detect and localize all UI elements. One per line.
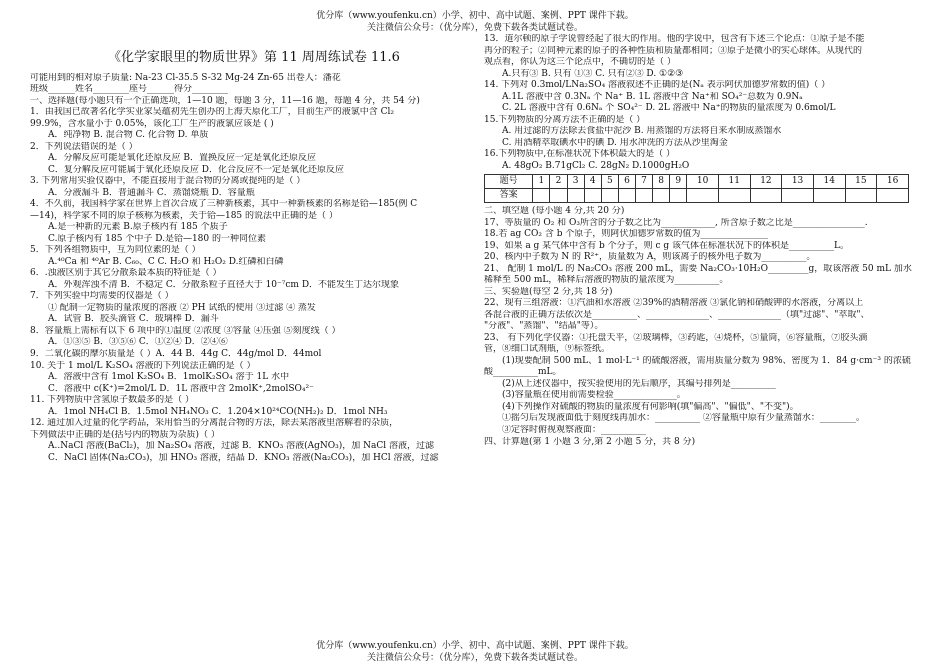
question-line: A. 48gO₂ B.71gCl₂ C. 28gN₂ D.1000gH₂O [502,160,690,171]
question-line: (3)容量瓶在使用前需要检验______________。 [502,390,686,401]
question-line: A．1mol NH₄Cl B．1.5mol NH₄NO₃ C．1.204×10²⁴CO(NH₂)₂ D．1mol NH₃ [48,406,388,417]
answer-cell[interactable] [533,189,550,203]
question-line: 99.9%，含水量小于 0.05%，该化工厂生产的液氯应该是 ( ) [30,118,274,129]
question-line: 四、计算题(第 1 小题 3 分,第 2 小题 5 分，共 8 分) [484,436,696,447]
question-line: 3. 下列常用实验仪器中，不能直接用于混合物的分离或提纯的是（ ） [30,176,306,187]
answer-cell[interactable] [813,189,845,203]
answer-table-number-cell: 12 [750,175,782,189]
question-line: 14. 下列对 0.3mol/LNa₂SO₄ 溶液叙述不正确的是(Nₐ 表示阿伏加德罗常数的值)（ ） [484,80,831,91]
answer-table-number-cell: 14 [813,175,845,189]
header-line: 优分库（www.youfenku.cn）小学、初中、高中试题、案例、PPT 课件下载。 [316,11,634,21]
answer-cell[interactable] [782,189,814,203]
question-line: A..NaCl 溶液(BaCl₂)，加 Na₂SO₄ 溶液，过滤 B．KNO₃ 溶液(AgNO₃)，加 NaCl 溶液，过滤 [48,441,434,452]
page-footer [0,640,950,664]
question-line: 7．下列实验中均需要的仪器是（ ） [30,291,174,302]
question-line: A．分解反应可能是氧化还原反应 B．置换反应一定是氧化还原反应 [48,153,316,164]
question-line: 1．由我国已故著名化学实业家吴蕴初先生创办的上海天原化工厂，目前生产的液氯中含 Cl₂ [30,107,394,118]
question-line: 15.下列物质的分离方法不正确的是（ ） [484,114,646,125]
question-line: A．外观浑浊不清 B．不稳定 C．分散系粒子直径大于 10⁻⁷cm D．不能发生丁达尔现象 [48,279,400,290]
question-line: A.⁴⁰Ca 和 ⁴⁰Ar B. C₆₀、C C. H₂O 和 H₂O₂ D.红磷和白磷 [48,256,284,267]
question-line: C. 2L 溶液中含有 0.6Nₐ 个 SO₄²⁻ D. 2L 溶液中 Na⁺的物质的量浓度为 0.6mol/L [502,103,836,114]
answer-table-number-cell: 5 [601,175,618,189]
header-line: 关注微信公众号：（优分库），免费下载各类试题试卷。 [366,23,583,33]
question-line: 2．下列说法错误的是（ ） [30,141,138,152]
answer-table-number-cell: 9 [670,175,687,189]
question-line: 二、填空题 (每小题 4 分,共 20 分) [484,206,625,217]
answer-table-number-cell: 16 [877,175,909,189]
question-line: 23、 有下列化学仪器：①托盘天平，②玻璃棒，③药匙，④烧杯，⑤量筒，⑥容量瓶，⑦胶头滴 [484,332,868,343]
question-line: A.是一种新的元素 B.原子核内有 185 个质子 [48,222,228,233]
question-line: C. 用酒精萃取碘水中的碘 D. 用水冲洗的方法从沙里淘金 [502,137,728,148]
answer-table-number-row [485,175,909,189]
answer-cell[interactable] [601,189,618,203]
question-line: 班级______姓名________座号______得分________ [30,84,229,95]
answer-table-number-cell: 4 [584,175,601,189]
answer-table-header: 答案 [485,189,533,203]
answer-cell[interactable] [550,189,567,203]
page-title: 《化学家眼里的物质世界》第 11 周周练试卷 11.6 [108,50,400,65]
answer-table-number-cell: 10 [687,175,719,189]
question-line: C．复分解反应可能属于氧化还原反应 D．化合反应不一定是氧化还原反应 [48,164,344,175]
answer-cell[interactable] [670,189,687,203]
question-line: 17、等质量的 O₂ 和 O₃所含的分子数之比为____________, 所含原子数之比是________________. [484,217,868,228]
answer-table-number-cell: 8 [653,175,670,189]
question-line: 4．不久前，我国科学家在世界上首次合成了三种新核素，其中一种新核素的名称是铪—185(例 C [30,199,418,210]
question-line: 观点看，你认为这三个论点中，不确切的是（ ） [484,57,676,68]
question-line: (1)现要配制 500 mL、1 mol·L⁻¹ 的硫酸溶液，需用质量分数为 98%、密度为 1．84 g·cm⁻³ 的浓硫 [502,355,911,366]
question-line: 6．.浊液区别于其它分散系最本质的特征是（ ） [30,268,222,279]
left-questions [30,73,478,465]
answer-table-number-cell: 15 [845,175,877,189]
answer-table-number-cell: 1 [533,175,550,189]
question-line: 10. 关于 1 mol/L K₂SO₄ 溶液的下列说法正确的是（ ） [30,360,256,371]
question-line: 18.若 ag CO₂ 含 b 个原子，则阿伏加德罗常数的值为_______________ [484,229,768,240]
question-line: 下列做法中正确的是(括号内的物质为杂质)（ ） [30,429,220,440]
question-line: 11. 下列物质中含氢原子数最多的是（ ） [30,395,195,406]
question-line: 16.下列物质中,在标准状况下体积最大的是（ ） [484,149,676,160]
question-line: 13．道尔顿的原子学说曾经起了很大的作用。他的学说中，包含有下述三个论点：①原子是不能 [484,34,865,44]
question-line: A.只有③ B. 只有 ①③ C. 只有②③ D. ①②③ [502,68,684,79]
question-line: 再分的粒子；②同种元素的原子的各种性质和质量都相同；③原子是微小的实心球体。从现代的 [484,45,863,56]
right-questions-2 [484,206,924,448]
question-line: A. 用过滤的方法除去食盐中泥沙 B. 用蒸馏的方法将自来水制成蒸馏水 [502,126,782,137]
answer-table-number-cell: 6 [618,175,635,189]
page-header [0,10,950,34]
question-line: 22、现有三组溶液：①汽油和水溶液 ②39%的酒精溶液 ③氯化钠和硝酸钾的水溶液，分离以上 [484,298,864,309]
question-line: 稀释至 500 mL，稀释后溶液的物质的量浓度为__________。 [484,275,729,286]
answer-table-answer-row [485,189,909,203]
question-line: 19、如果 a g 某气体中含有 b 个分子，则 c g 该气体在标准状况下的体积是__________L。 [484,240,850,251]
question-line: ① 配制一定物质的量浓度的溶液 ② PH 试纸的使用 ③过滤 ④ 蒸发 [48,302,316,313]
question-line: 9．二氧化碳的摩尔质量是（ ）A．44 B．44g C．44g/mol D．44mol [30,349,322,359]
question-line: 20、核内中子数为 N 的 R²⁺，质量数为 A，则该离子的核外电子数为__________。 [484,252,816,263]
question-line: —14)，科学家不同的原子核称为核素，关于铪—185 的说法中正确的是（ ） [30,210,338,221]
question-line: A．①③⑤ B．③⑤⑥ C．①②④ D．②④⑥ [48,337,228,348]
question-line: A.1L 溶液中含 0.3Nₐ 个 Na⁺ B. 1L 溶液中含 Na⁺和 SO₄²⁻总数为 0.9Nₐ [502,91,803,102]
answer-table-number-cell: 2 [550,175,567,189]
question-line: 8．容量瓶上需标有以下 6 项中的①温度 ②浓度 ③容量 ④压强 ⑤刻度线（ ） [30,325,341,336]
question-line: (2)从上述仪器中，按实验使用的先后顺序，其编号排列是__________ [502,378,776,389]
answer-cell[interactable] [845,189,877,203]
answer-cell[interactable] [653,189,670,203]
footer-line: 关注微信公众号：（优分库），免费下载各类试题试卷。 [366,653,583,663]
question-line: 21、 配制 1 mol/L 的 Na₂CO₃ 溶液 200 mL，需要 Na₂CO₃·10H₂O_________g，取该溶液 50 mL 加水 [484,263,912,274]
question-line: 12. 通过加入过量的化学药品，采用恰当的分离混合物的方法，除去某溶液里溶解着的杂质， [30,418,399,429]
answer-cell[interactable] [567,189,584,203]
footer-line: 优分库（www.youfenku.cn）小学、初中、高中试题、案例、PPT 课件下载。 [316,641,634,651]
answer-table-header: 题号 [485,175,533,189]
right-column [484,34,924,448]
question-line: A．溶液中含有 1mol K₂SO₄ B．1molK₂SO₄ 溶于 1L 水中 [48,372,290,383]
question-line: C．NaCl 固体(Na₂CO₃)，加 HNO₃ 溶液，结晶 D．KNO₃ 溶液(Na₂CO₃)，加 HCl 溶液，过滤 [48,452,439,463]
answer-cell[interactable] [635,189,652,203]
question-line: 5．下列各组物质中，互为同位素的是（ ） [30,245,201,256]
answer-table-number-cell: 11 [718,175,750,189]
answer-table-number-cell: 13 [782,175,814,189]
answer-cell[interactable] [750,189,782,203]
question-line: C.原子核内有 185 个中子 D.是铪—180 的一种同位素 [48,233,266,244]
question-line: 可能用到的相对原子质量: Na-23 Cl-35.5 S-32 Mg-24 Zn-65 出卷人：潘花 [30,72,341,83]
answer-cell[interactable] [584,189,601,203]
question-line: A．纯净物 B. 混合物 C. 化合物 D. 单质 [48,130,209,141]
right-questions [484,34,924,172]
question-line: 一、选择题(每小题只有一个正确选项，1—10 题，每题 3 分，11—16 题，每题 4 分，共 54 分) [30,95,420,106]
answer-cell[interactable] [687,189,719,203]
question-line: ①摇匀后发现液面低于刻度线再加水：__________ ②容量瓶中原有少量蒸馏水：________。 [502,413,865,424]
answer-table-number-cell: 7 [635,175,652,189]
answer-cell[interactable] [718,189,750,203]
question-line: 三、实验题(每空 2 分,共 18 分) [484,286,613,297]
answer-table [484,174,909,203]
question-line: 各混合液的正确方法依次是__________、______________、______________（填"过滤"、"萃取"、 [484,309,870,320]
question-line: C．溶液中 c(K⁺)=2mol/L D．1L 溶液中含 2molK⁺,2molSO₄²⁻ [48,383,314,394]
answer-cell[interactable] [877,189,909,203]
left-column [30,34,478,464]
question-line: 管，⑧细口试剂瓶，⑨标签纸。 [484,344,611,355]
question-line: ③定容时俯视观察液面：__________ [502,424,647,435]
question-line: (4)下列操作对硫酸的物质的量浓度有何影响(填"偏高"、"偏低"、"不变")。 [502,401,799,412]
question-line: A．试管 B．胶头滴管 C．玻璃棒 D．漏斗 [48,314,219,325]
question-line: "分液"、"蒸馏"、"结晶"等）。 [484,321,604,332]
question-line: A．分液漏斗 B．普通漏斗 C．蒸馏烧瓶 D．容量瓶 [48,187,255,198]
answer-cell[interactable] [618,189,635,203]
answer-table-number-cell: 3 [567,175,584,189]
question-line: 酸__________mL。 [484,367,562,378]
